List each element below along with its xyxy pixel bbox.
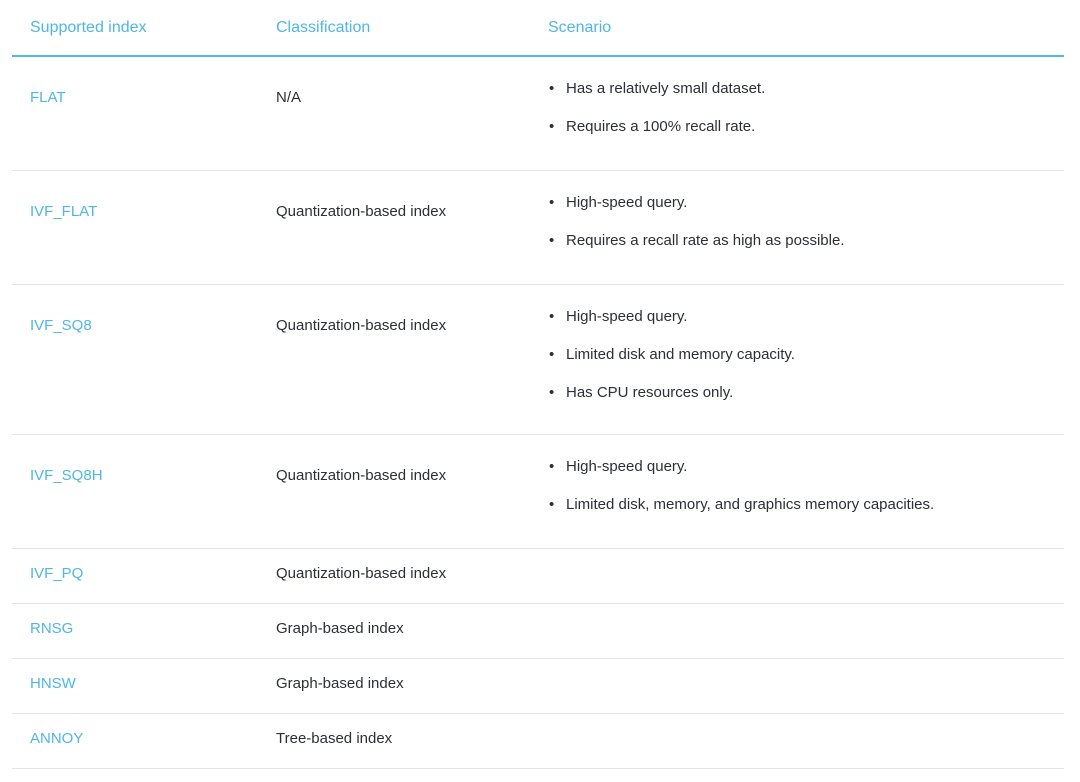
scenario-cell <box>530 658 1064 713</box>
scenario-item: • Requires a 100% recall rate. <box>548 117 1064 137</box>
table-body <box>12 56 1064 768</box>
scenario-item: • High-speed query. <box>548 193 1064 213</box>
scenario-item: • Limited disk, memory, and graphics memory capacities. <box>548 495 1064 515</box>
scenario-list <box>548 79 1064 137</box>
table-row <box>12 284 1064 434</box>
classification-cell: Quantization-based index <box>258 434 530 548</box>
table-header <box>12 0 1064 56</box>
index-name-link[interactable]: IVF_PQ <box>12 548 258 603</box>
table-row <box>12 434 1064 548</box>
index-name-link[interactable]: RNSG <box>12 603 258 658</box>
header-supported-index: Supported index <box>12 0 258 56</box>
scenario-cell <box>530 284 1064 434</box>
index-name-link[interactable]: FLAT <box>12 56 258 170</box>
scenario-item: • High-speed query. <box>548 307 1064 327</box>
table-row <box>12 713 1064 768</box>
index-name-link[interactable]: IVF_FLAT <box>12 170 258 284</box>
scenario-item: • Requires a recall rate as high as possible. <box>548 231 1064 251</box>
classification-cell: Quantization-based index <box>258 170 530 284</box>
index-table <box>12 0 1064 769</box>
scenario-list <box>548 457 1064 515</box>
table-row <box>12 603 1064 658</box>
scenario-item: • High-speed query. <box>548 457 1064 477</box>
table-row <box>12 170 1064 284</box>
scenario-cell <box>530 713 1064 768</box>
index-name-link[interactable]: ANNOY <box>12 713 258 768</box>
scenario-item: • Has a relatively small dataset. <box>548 79 1064 99</box>
header-row <box>12 0 1064 56</box>
scenario-item: • Has CPU resources only. <box>548 383 1064 403</box>
table-row <box>12 548 1064 603</box>
scenario-cell <box>530 603 1064 658</box>
scenario-cell <box>530 170 1064 284</box>
header-scenario: Scenario <box>530 0 1064 56</box>
classification-cell: Graph-based index <box>258 658 530 713</box>
index-name-link[interactable]: HNSW <box>12 658 258 713</box>
scenario-cell <box>530 548 1064 603</box>
classification-cell: Tree-based index <box>258 713 530 768</box>
index-name-link[interactable]: IVF_SQ8 <box>12 284 258 434</box>
classification-cell: N/A <box>258 56 530 170</box>
classification-cell: Quantization-based index <box>258 548 530 603</box>
scenario-cell <box>530 56 1064 170</box>
scenario-list <box>548 307 1064 403</box>
header-classification: Classification <box>258 0 530 56</box>
scenario-item: • Limited disk and memory capacity. <box>548 345 1064 365</box>
index-name-link[interactable]: IVF_SQ8H <box>12 434 258 548</box>
classification-cell: Quantization-based index <box>258 284 530 434</box>
scenario-list <box>548 193 1064 251</box>
table-row <box>12 658 1064 713</box>
table-row <box>12 56 1064 170</box>
classification-cell: Graph-based index <box>258 603 530 658</box>
scenario-cell <box>530 434 1064 548</box>
